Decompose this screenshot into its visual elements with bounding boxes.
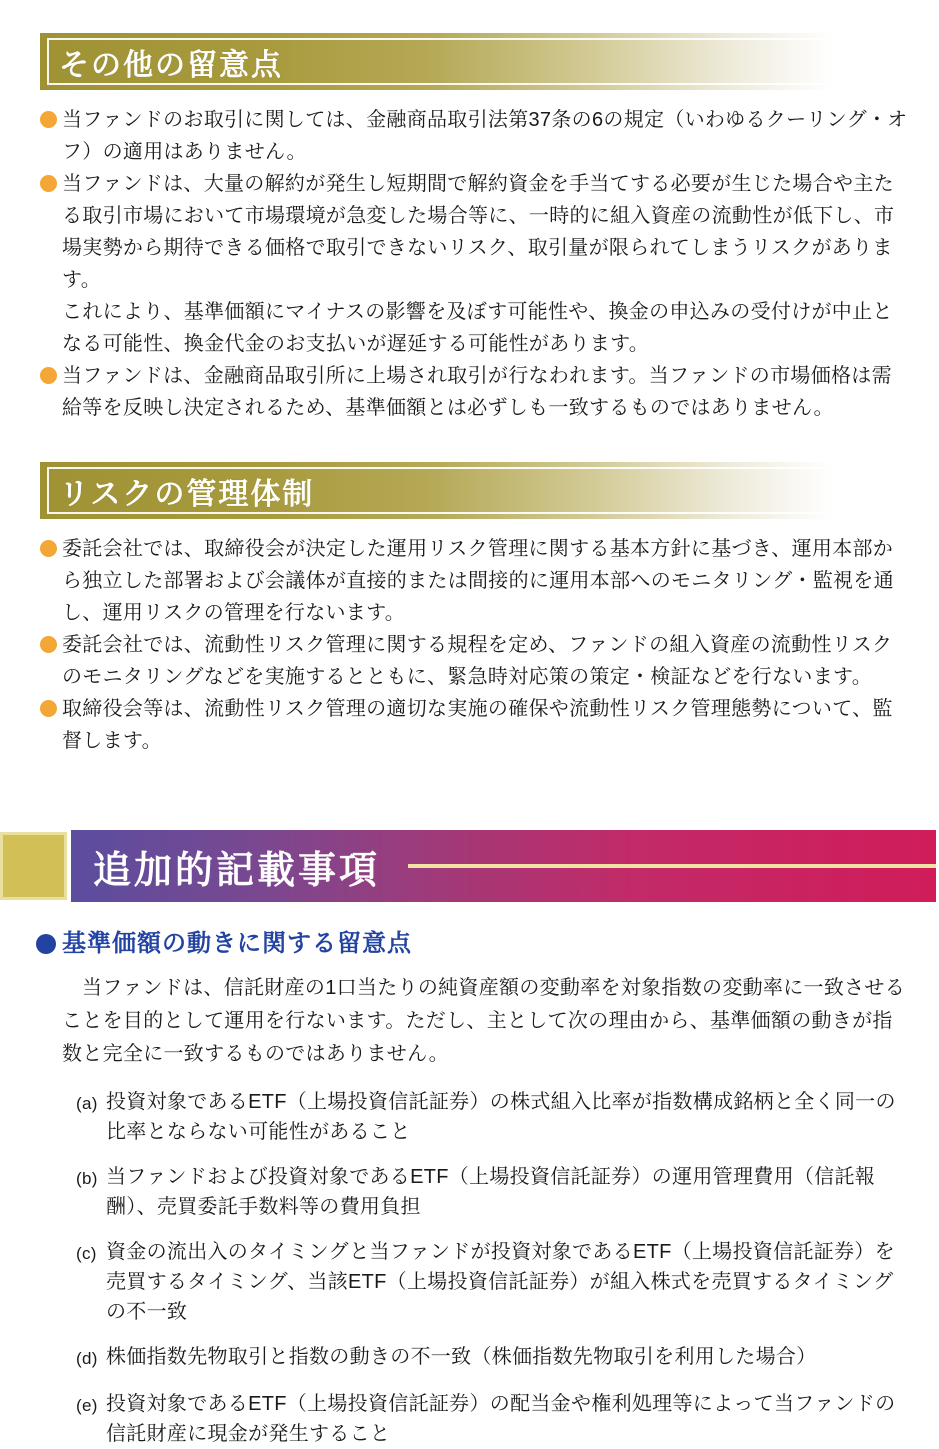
document-page — [0, 33, 939, 1449]
list-item-label: (c) — [76, 1244, 97, 1263]
list-item — [76, 1342, 908, 1374]
bullet-paragraph: 当ファンドは、大量の解約が発生し短期間で解約資金を手当てする必要が生じた場合や主たる取引市場において市場環境が急変した場合等に、一時的に組入資産の流動性が低下し、市場実勢から期待できる価格で取引できないリスク、取引量が限られてしまうリスクがあります。 — [62, 173, 895, 291]
orange-bullet-icon — [40, 367, 57, 384]
gold-rule-line — [408, 864, 936, 868]
reason-list — [76, 1087, 908, 1449]
orange-bullet-icon — [40, 111, 57, 128]
section-body-other-notes — [40, 104, 908, 424]
blue-bullet-icon — [36, 934, 56, 954]
gold-accent-block — [0, 832, 67, 900]
list-item-text: 当ファンドおよび投資対象であるETF（上場投資信託証券）の運用管理費用（信託報酬）、売買委託手数料等の費用負担 — [106, 1166, 876, 1218]
list-item-text: 投資対象であるETF（上場投資信託証券）の配当金や権利処理等によって当ファンドの信託財産に現金が発生すること — [106, 1393, 896, 1445]
bullet-paragraph: 委託会社では、取締役会が決定した運用リスク管理に関する基本方針に基づき、運用本部から独立した部署および会議体が直接的または間接的に運用本部へのモニタリング・監視を通し、運用リスクの管理を行ないます。 — [62, 538, 894, 624]
additional-banner-row — [0, 830, 939, 902]
bullet-paragraph: 委託会社では、流動性リスク管理に関する規程を定め、ファンドの組入資産の流動性リスクのモニタリングなどを実施するとともに、緊急時対応策の策定・検証などを行ないます。 — [62, 634, 893, 688]
list-item — [76, 1162, 908, 1222]
section-header-other-notes — [40, 33, 858, 90]
list-item-text: 資金の流出入のタイミングと当ファンドが投資対象であるETF（上場投資信託証券）を売買するタイミング、当該ETF（上場投資信託証券）が組入株式を売買するタイミングの不一致 — [106, 1241, 895, 1323]
orange-bullet-icon — [40, 636, 57, 653]
bullet-item — [40, 693, 908, 757]
additional-banner — [71, 830, 936, 902]
orange-bullet-icon — [40, 700, 57, 717]
section-body-risk-management — [40, 533, 908, 757]
bullet-paragraph: 取締役会等は、流動性リスク管理の適切な実施の確保や流動性リスク管理態勢について、監督します。 — [62, 698, 893, 752]
additional-title: 追加的記載事項 — [93, 849, 381, 892]
list-item — [76, 1087, 908, 1147]
list-item — [76, 1237, 908, 1327]
bullet-paragraph: これにより、基準価額にマイナスの影響を及ぼす可能性や、換金の申込みの受付けが中止となる可能性、換金代金のお支払いが遅延する可能性があります。 — [62, 301, 893, 355]
section-header-risk-management — [40, 462, 858, 519]
bullet-item — [40, 168, 908, 360]
bullet-paragraph: 当ファンドは、金融商品取引所に上場され取引が行なわれます。当ファンドの市場価格は需給等を反映し決定されるため、基準価額とは必ずしも一致するものではありません。 — [62, 365, 892, 419]
subheading-label: 基準価額の動きに関する留意点 — [62, 930, 412, 957]
list-item-text: 投資対象であるETF（上場投資信託証券）の株式組入比率が指数構成銘柄と全く同一の比率とならない可能性があること — [106, 1091, 896, 1143]
list-item-label: (d) — [76, 1349, 98, 1368]
nav-price-subheading — [36, 928, 939, 960]
bullet-item — [40, 360, 908, 424]
list-item-label: (a) — [76, 1094, 98, 1113]
list-item-label: (e) — [76, 1396, 98, 1415]
list-item-label: (b) — [76, 1169, 98, 1188]
bullet-item — [40, 104, 908, 168]
section-title: リスクの管理体制 — [59, 477, 315, 511]
bullet-item — [40, 629, 908, 693]
orange-bullet-icon — [40, 175, 57, 192]
bullet-item — [40, 533, 908, 629]
list-item-text: 株価指数先物取引と指数の動きの不一致（株価指数先物取引を利用した場合） — [106, 1346, 817, 1368]
orange-bullet-icon — [40, 540, 57, 557]
section-title: その他の留意点 — [59, 48, 283, 82]
nav-price-intro-paragraph: 当ファンドは、信託財産の1口当たりの純資産額の変動率を対象指数の変動率に一致させることを目的として運用を行ないます。ただし、主として次の理由から、基準価額の動きが指数と完全に一致するものではありません。 — [62, 977, 906, 1065]
list-item — [76, 1389, 908, 1449]
bullet-paragraph: 当ファンドのお取引に関しては、金融商品取引法第37条の6の規定（いわゆるクーリング・オフ）の適用はありません。 — [62, 109, 908, 163]
